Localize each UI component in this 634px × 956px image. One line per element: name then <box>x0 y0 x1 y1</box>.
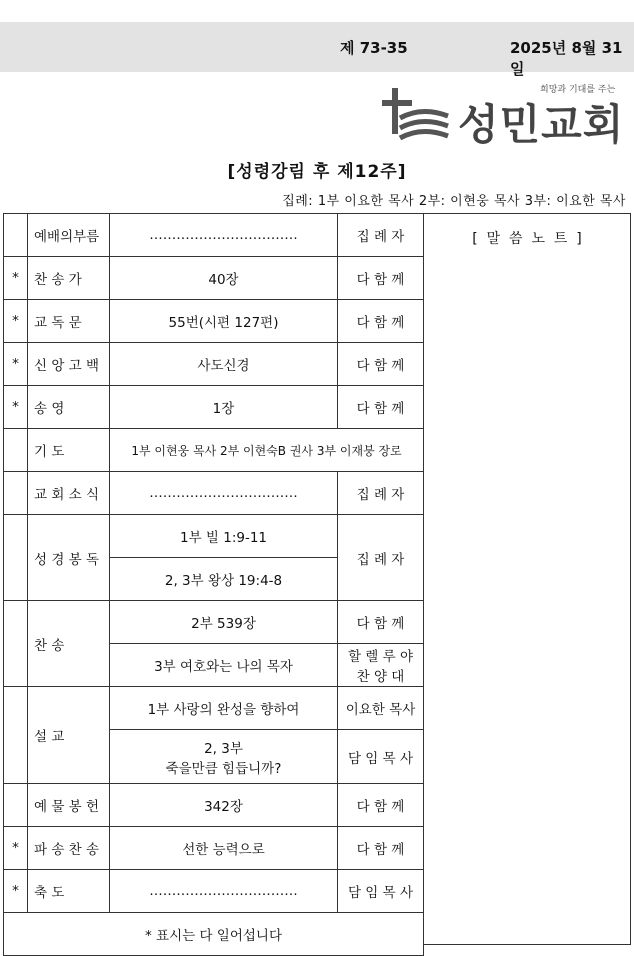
cross-waves-logo-icon <box>382 86 452 146</box>
order-star: * <box>4 300 28 343</box>
order-item-name: 찬 송 가 <box>28 257 110 300</box>
logo-tagline: 희망과 기대를 주는 <box>540 85 616 95</box>
order-item-content: 1부 사랑의 완성을 향하여 <box>110 687 338 730</box>
order-item-name: 파 송 찬 송 <box>28 827 110 870</box>
order-row <box>4 214 424 257</box>
order-item-leader: 다 함 께 <box>338 784 424 827</box>
order-item-content: 40장 <box>110 257 338 300</box>
order-item-leader: 다 함 께 <box>338 343 424 386</box>
order-item-name: 설 교 <box>28 687 110 784</box>
order-row <box>4 687 424 730</box>
order-item-name: 신 앙 고 백 <box>28 343 110 386</box>
order-row <box>4 601 424 644</box>
order-row <box>4 870 424 913</box>
order-item-leader: 집 례 자 <box>338 515 424 601</box>
order-item-content: 55번(시편 127편) <box>110 300 338 343</box>
order-item-name: 기 도 <box>28 429 110 472</box>
sermon-notes-area <box>424 213 631 945</box>
order-star <box>4 214 28 257</box>
order-star <box>4 687 28 784</box>
order-row <box>4 472 424 515</box>
issue-number: 제 73-35 <box>340 39 408 57</box>
order-item-leader: 담 임 목 사 <box>338 870 424 913</box>
order-item-content: …………………………… <box>110 472 338 515</box>
order-item-content: 1부 빌 1:9-11 <box>110 515 338 558</box>
order-item-leader: 다 함 께 <box>338 386 424 429</box>
order-row <box>4 784 424 827</box>
order-row <box>4 515 424 558</box>
worship-order-table <box>3 213 424 956</box>
standing-note: * 표시는 다 일어섭니다 <box>4 913 424 956</box>
order-star: * <box>4 827 28 870</box>
order-row <box>4 300 424 343</box>
order-item-name: 예 물 봉 헌 <box>28 784 110 827</box>
order-item-content: 선한 능력으로 <box>110 827 338 870</box>
order-item-content: …………………………… <box>110 214 338 257</box>
order-star <box>4 601 28 687</box>
order-item-leader: 집 례 자 <box>338 214 424 257</box>
order-item-leader: 다 함 께 <box>338 827 424 870</box>
order-row <box>4 827 424 870</box>
order-item-content: 3부 여호와는 나의 목자 <box>110 644 338 687</box>
church-logo <box>382 82 627 152</box>
order-item-leader: 다 함 께 <box>338 601 424 644</box>
order-item-leader: 집 례 자 <box>338 472 424 515</box>
order-star <box>4 784 28 827</box>
order-item-content: 사도신경 <box>110 343 338 386</box>
order-item-leader: 할 렐 루 야 찬 양 대 <box>338 644 424 687</box>
logo-church-name: 성민교회 <box>458 100 625 149</box>
order-item-content: 1부 이현웅 목사 2부 이현숙B 권사 3부 이재붕 장로 <box>110 429 424 472</box>
order-item-name: 예배의부름 <box>28 214 110 257</box>
order-item-name: 교 회 소 식 <box>28 472 110 515</box>
order-item-leader: 다 함 께 <box>338 300 424 343</box>
order-row <box>4 386 424 429</box>
order-item-leader: 다 함 께 <box>338 257 424 300</box>
order-item-leader: 이요한 목사 <box>338 687 424 730</box>
order-row <box>4 343 424 386</box>
notes-heading: [ 말 씀 노 트 ] <box>472 231 582 247</box>
service-title: [성령강림 후 제12주] <box>227 162 407 182</box>
order-item-content: 2부 539장 <box>110 601 338 644</box>
order-star <box>4 472 28 515</box>
order-item-name: 교 독 문 <box>28 300 110 343</box>
order-row <box>4 257 424 300</box>
order-item-content: …………………………… <box>110 870 338 913</box>
officiant-line: 집례: 1부 이요한 목사 2부: 이현웅 목사 3부: 이요한 목사 <box>282 194 626 209</box>
order-star: * <box>4 386 28 429</box>
order-star <box>4 429 28 472</box>
order-item-name: 성 경 봉 독 <box>28 515 110 601</box>
order-star: * <box>4 257 28 300</box>
order-item-name: 찬 송 <box>28 601 110 687</box>
order-item-content: 1장 <box>110 386 338 429</box>
order-item-content: 342장 <box>110 784 338 827</box>
order-item-leader: 담 임 목 사 <box>338 730 424 784</box>
order-item-content: 2, 3부 죽을만큼 힘듭니까? <box>110 730 338 784</box>
order-item-name: 축 도 <box>28 870 110 913</box>
footer-row <box>4 913 424 956</box>
order-star: * <box>4 343 28 386</box>
order-row <box>4 429 424 472</box>
bulletin-date: 2025년 8월 31일 <box>510 39 623 78</box>
order-star <box>4 515 28 601</box>
order-item-content: 2, 3부 왕상 19:4-8 <box>110 558 338 601</box>
order-item-name: 송 영 <box>28 386 110 429</box>
order-star: * <box>4 870 28 913</box>
